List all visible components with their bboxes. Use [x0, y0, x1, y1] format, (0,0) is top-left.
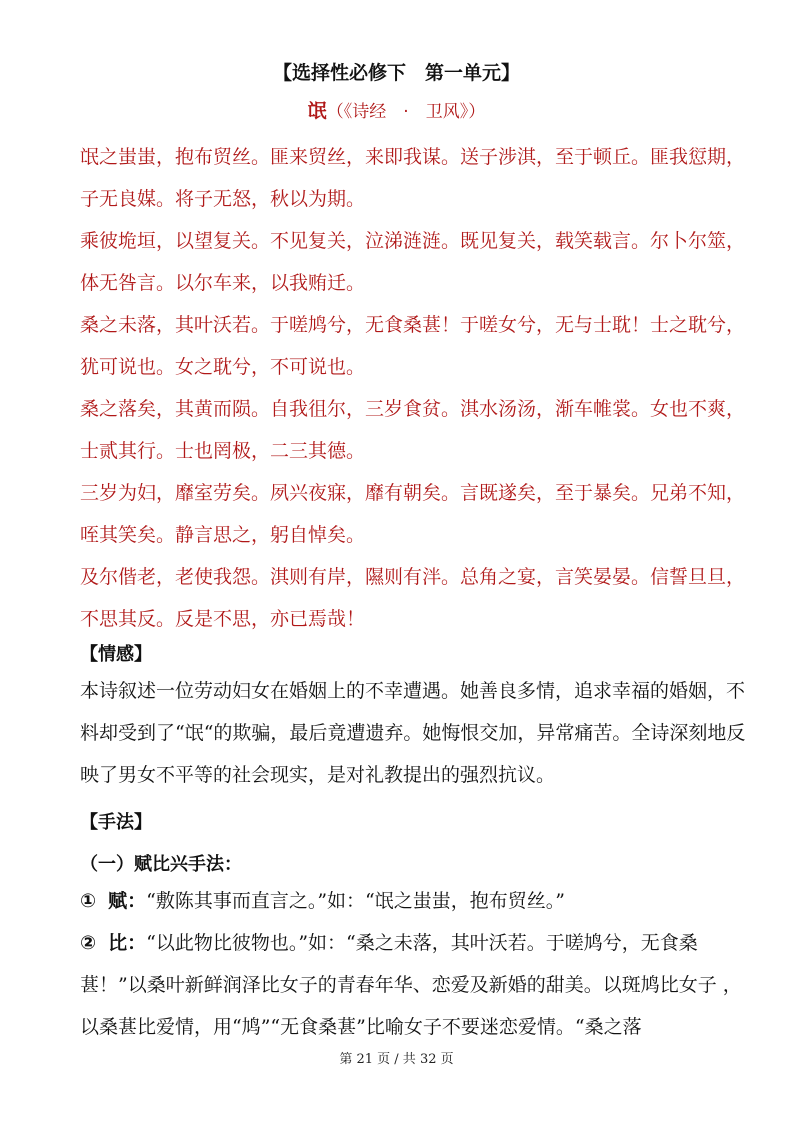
poem-stanza: 乘彼垝垣，以望复关。不见复关，泣涕涟涟。既见复关，载笑载言。尔卜尔筮，体无咎言。以尔车来，以我贿迁。 — [80, 230, 746, 294]
item-text: “敷陈其事而直言之。”如：“氓之蚩蚩，抱布贸丝。” — [146, 890, 565, 912]
item-number: ② — [80, 932, 97, 954]
poem-stanza: 桑之未落，其叶沃若。于嗟鸠兮，无食桑葚！于嗟女兮，无与士耽！士之耽兮，犹可说也。女之耽兮，不可说也。 — [80, 314, 746, 378]
item-label: 比： — [108, 932, 147, 954]
poem-stanza: 氓之蚩蚩，抱布贸丝。匪来贸丝，来即我谋。送子涉淇，至于顿丘。匪我愆期，子无良媒。将子无怒，秋以为期。 — [80, 146, 746, 210]
poem-title — [0, 96, 793, 123]
item-label: 赋： — [108, 890, 147, 912]
technique-heading: 【手法】 — [80, 812, 152, 833]
page-title: 【选择性必修下 第一单元】 — [272, 62, 520, 84]
item-number: ① — [80, 890, 97, 912]
technique-subheading: （一）赋比兴手法： — [80, 854, 242, 875]
page-number: 第 21 页 / 共 32 页 — [339, 1052, 454, 1067]
poem-stanza: 及尔偕老，老使我怨。淇则有岸，隰则有泮。总角之宴，言笑晏晏。信誓旦旦，不思其反。反是不思，亦已焉哉！ — [80, 566, 746, 630]
poem-stanza: 三岁为妇，靡室劳矣。夙兴夜寐，靡有朝矣。言既遂矣，至于暴矣。兄弟不知，咥其笑矣。静言思之，躬自悼矣。 — [80, 482, 746, 546]
emotion-text: 本诗叙述一位劳动妇女在婚姻上的不幸遭遇。她善良多情，追求幸福的婚姻，不料却受到了“氓“的欺骗，最后竟遭遗弃。她悔恨交加，异常痛苦。全诗深刻地反映了男女不平等的社会现实，是对礼教提出的强烈抗议。 — [80, 680, 746, 786]
technique-item-bi — [80, 922, 756, 1048]
emotion-heading: 【情感】 — [80, 644, 152, 665]
poem-stanza: 桑之落矣，其黄而陨。自我徂尔，三岁食贫。淇水汤汤，渐车帷裳。女也不爽，士贰其行。士也罔极，二三其德。 — [80, 398, 746, 462]
technique-item-fu — [80, 880, 756, 922]
poem-body — [80, 136, 756, 640]
poem-name: 氓 — [307, 100, 327, 122]
poem-source: （《诗经 · 卫风》） — [326, 102, 486, 122]
item-text: “以此物比彼物也。”如：“桑之未落，其叶沃若。于嗟鸠兮，无食桑葚！”以桑叶新鲜润泽比女子的青春年华、恋爱及新婚的甜美。以斑鸠比女子 ，以桑葚比爱情，用“鸠”“无食桑葚”比喻女子不要迷恋爱情。“桑之落 — [80, 932, 742, 1038]
